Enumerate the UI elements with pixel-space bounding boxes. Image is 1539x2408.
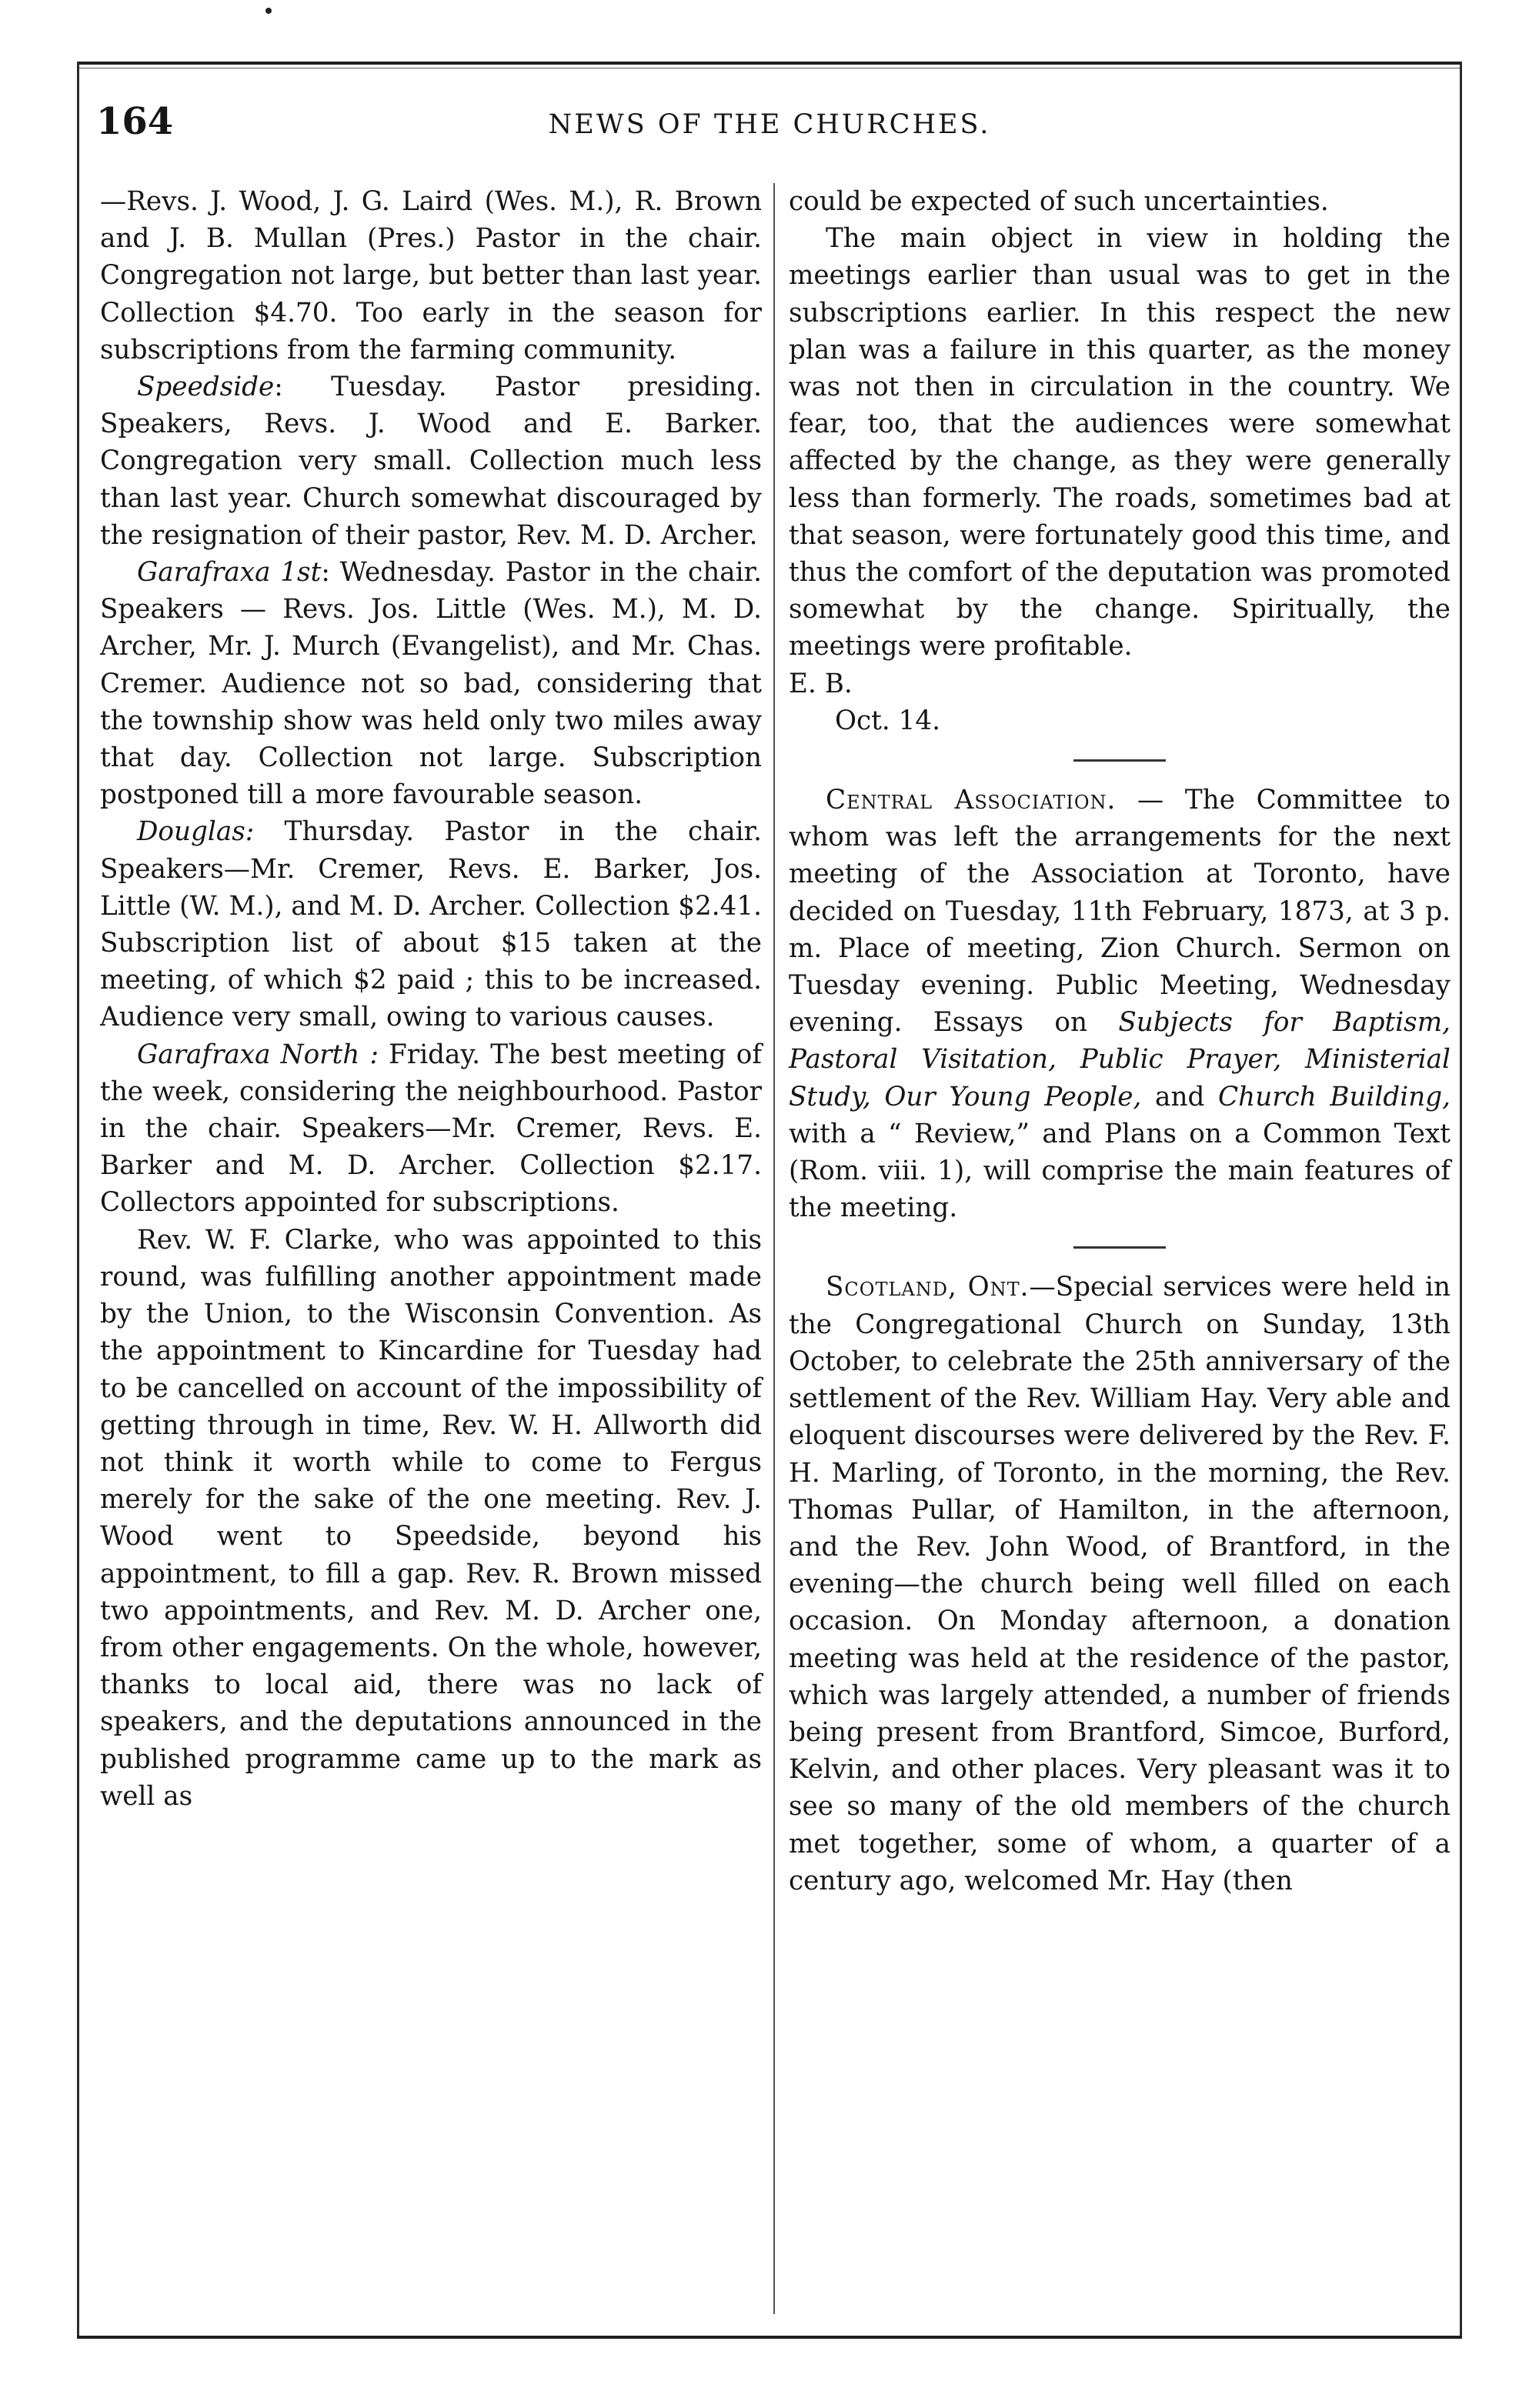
right-rule	[1460, 62, 1462, 2339]
section-separator	[1073, 759, 1166, 762]
place-name: Speedside	[137, 372, 275, 403]
paragraph: —Revs. J. Wood, J. G. Laird (Wes. M.), R. Brown and J. B. Mullan (Pres.) Pastor in the chair. Congregation not large, but better than last year. Collection $4.70. Too early in the season for subscriptions from the farming community.	[100, 186, 762, 365]
paragraph: The main object in view in holding the meetings earlier than usual was to get in the subscriptions earlier. In this respect the new plan was a failure in this quarter, as the money was not then in circulation in the country. We fear, too, that the audiences were somewhat affected by the change, as they were generally less than formerly. The roads, sometimes bad at that season, were fortunately good this time, and thus the comfort of the deputation was promoted somewhat by the change. Spiritually, the meetings were profitable.	[789, 223, 1451, 662]
signature: E. B.	[789, 668, 853, 699]
section-heading: Central Association.	[826, 785, 1117, 816]
paragraph-scotland-ont	[789, 1269, 1451, 1899]
paragraph-central-association	[789, 782, 1451, 1226]
paragraph-text: : Tuesday. Pastor presiding. Speakers, Revs. J. Wood and E. Barker. Congregation very small. Collection much less than last year. Church somewhat discouraged by the resignation of their pastor, Rev. M. D. Archer.	[100, 372, 762, 551]
running-title: NEWS OF THE CHURCHES.	[548, 109, 991, 140]
bottom-rule	[77, 2336, 1462, 2339]
paragraph-text: Friday. The best meeting of the week, considering the neighbourhood. Pastor in the chair. Speakers—Mr. Cremer, Revs. E. Barker and M. D. Archer. Collection $2.17. Collectors appointed for subscriptions.	[100, 1039, 762, 1219]
paragraph-text: Thursday. Pastor in the chair. Speakers—Mr. Cremer, Revs. E. Barker, Jos. Little (W. M.), and M. D. Archer. Collection $2.41. Subscription list of about $15 taken at the meeting, of which $2 paid ; this to be increased. Audience very small, owing to various causes.	[100, 816, 762, 1033]
paragraph-garafraxa-north	[100, 1036, 762, 1222]
right-column	[789, 183, 1451, 1899]
essay-subjects: Subjects for Baptism, Pastoral Visitation, Public Prayer, Ministerial Study, Our Young People,	[789, 1007, 1451, 1112]
left-rule	[77, 62, 79, 2339]
essay-subject: Church Building,	[1218, 1081, 1451, 1112]
place-name: Douglas:	[137, 816, 255, 848]
paragraph-douglas	[100, 813, 762, 1036]
paragraph-text: —Special services were held in the Congregational Church on Sunday, 13th October, to celebrate the 25th anniversary of the settlement of the Rev. William Hay. Very able and eloquent discourses were delivered by the Rev. F. H. Marling, of Toronto, in the morning, the Rev. Thomas Pullar, of Hamilton, in the afternoon, and the Rev. John Wood, of Brantford, in the evening—the church being well filled on each occasion. On Monday afternoon, a donation meeting was held at the residence of the pastor, which was largely attended, a number of friends being present from Brantford, Simcoe, Burford, Kelvin, and other places. Very pleasant was it to see so many of the old members of the church met together, some of whom, a quarter of a century ago, welcomed Mr. Hay (then	[789, 1272, 1451, 1896]
paragraph-text: and	[1141, 1081, 1219, 1112]
top-rule	[77, 62, 1462, 65]
paragraph-text: — The Committee to whom was left the arrangements for the next meeting of the Association at Toronto, have decided on Tuesday, 11th February, 1873, at 3 p. m. Place of meeting, Zion Church. Sermon on Tuesday evening. Public Meeting, Wednesday evening. Essays on	[789, 785, 1451, 1039]
ink-dot	[265, 8, 272, 14]
column-divider	[773, 183, 775, 2314]
section-separator	[1073, 1246, 1166, 1249]
page-number: 164	[96, 100, 174, 143]
place-name: Garafraxa 1st	[137, 557, 322, 589]
paragraph: Rev. W. F. Clarke, who was appointed to this round, was fulfilling another appointment made by the Union, to the Wisconsin Convention. As the appointment to Kincardine for Tuesday had to be cancelled on account of the impossibility of getting through in time, Rev. W. H. Allworth did not think it worth while to come to Fergus merely for the sake of the one meeting. Rev. J. Wood went to Speedside, beyond his appointment, to fill a gap. Rev. R. Brown missed two appointments, and Rev. M. D. Archer one, from other engagements. On the whole, however, thanks to local aid, there was no lack of speakers, and the deputations announced in the published programme came up to the mark as well as	[100, 1224, 762, 1812]
paragraph-text: with a “ Review,” and Plans on a Common Text (Rom. viii. 1), will comprise the main features of the meeting.	[789, 1118, 1451, 1224]
dateline: Oct. 14.	[835, 705, 941, 736]
paragraph-text: : Wednesday. Pastor in the chair. Speakers — Revs. Jos. Little (Wes. M.), M. D. Archer, Mr. J. Murch (Evangelist), and Mr. Chas. Cremer. Audience not so bad, considering that the township show was held only two miles away that day. Collection not large. Subscription postponed till a more favourable season.	[100, 557, 762, 811]
paragraph-speedside	[100, 369, 762, 554]
page-header	[96, 100, 1443, 162]
section-heading: Scotland, Ont.	[826, 1272, 1030, 1303]
paragraph: could be expected of such uncertainties.	[789, 186, 1329, 217]
paragraph-garafraxa-1st	[100, 554, 762, 813]
left-column	[100, 183, 762, 1815]
page-frame	[77, 62, 1462, 2339]
place-name: Garafraxa North :	[137, 1039, 379, 1070]
